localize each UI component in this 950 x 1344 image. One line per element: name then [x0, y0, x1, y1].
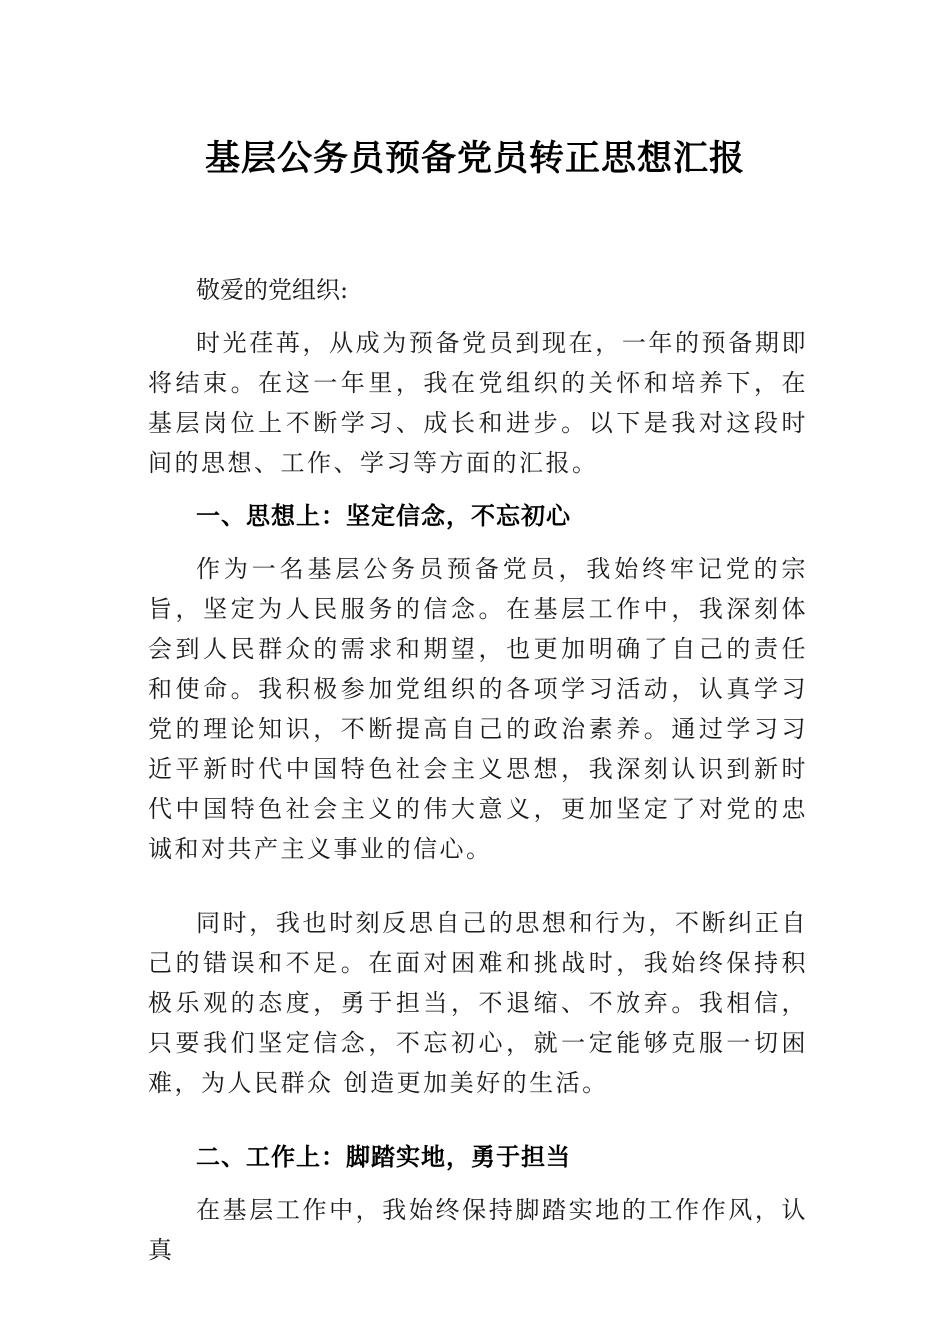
section-2-heading: 二、工作上：脚踏实地，勇于担当 [196, 1143, 571, 1171]
section-1-paragraph-1: 作为一名基层公务员预备党员，我始终牢记党的宗旨，坚定为人民服务的信念。在基层工作中，我深刻体会到人民群众的需求和期望，也更加明确了自己的责任和使命。我积极参加党组织的各项学习活动，认真学习党的理论知识，不断提高自己的政治素养。通过学习习近平新时代中国特色社会主义思想，我深刻认识到新时代中国特色社会主义的伟大意义，更加坚定了对党的忠诚和对共产主义事业的信心。 [148, 555, 808, 863]
document-body [148, 270, 808, 1283]
section-1-paragraph-2: 同时，我也时刻反思自己的思想和行为，不断纠正自己的错误和不足。在面对困难和挑战时，我始终保持积极乐观的态度，勇于担当，不退缩、不放弃。我相信，只要我们坚定信念，不忘初心，就一定能够克服一切困难，为人民群众 创造更加美好的生活。 [148, 909, 808, 1097]
section-2-paragraph-1: 在基层工作中，我始终保持脚踏实地的工作作风，认真 [148, 1196, 808, 1264]
document-title: 基层公务员预备党员转正思想汇报 [204, 139, 745, 179]
salutation: 敬爱的党组织: [196, 276, 349, 304]
intro-paragraph: 时光荏苒，从成为预备党员到现在，一年的预备期即将结束。在这一年里，我在党组织的关怀和培养下，在基层岗位上不断学习、成长和进步。以下是我对这段时间的思想、工作、学习等方面的汇报。 [148, 329, 808, 477]
section-1-heading: 一、思想上：坚定信念，不忘初心 [196, 502, 571, 530]
